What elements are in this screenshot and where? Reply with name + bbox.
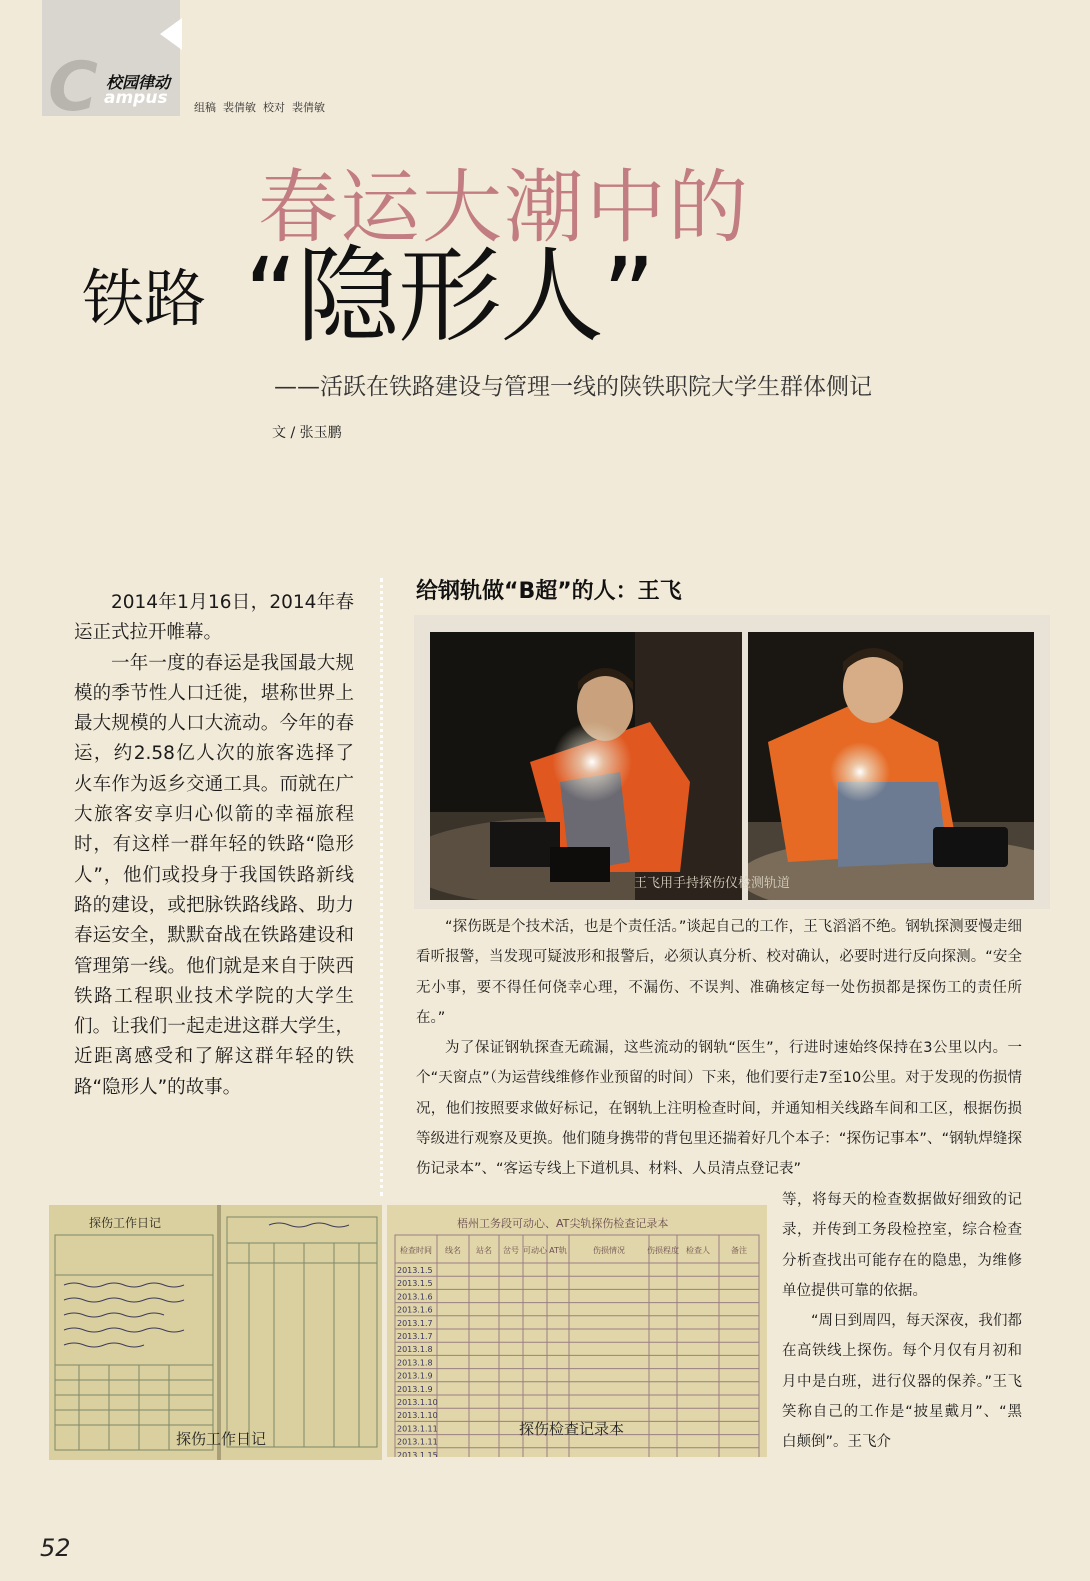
record-header-cell: 站名 <box>476 1246 492 1255</box>
photo-inspector-left <box>430 632 742 900</box>
record-date-cell: 2013.1.7 <box>397 1318 433 1328</box>
body-paragraph: 为了保证钢轨探查无疏漏，这些流动的钢轨“医生”，行进时速始终保持在3公里以内。一个“天窗点”（为运营线维修作业预留的时间）下来，他们要行走7至10公里。对于发现的伤损情况，他们按照要求做好标记，在钢轨上注明检查时间，并通知相关线路车间和工区，根据伤损等级进行观察及更换。他们随身携带的背包里还揣着好几个本子：“探伤记事本”、“钢轨焊缝探伤记录本”、“客运专线上下道机具、材料、人员清点登记表” <box>416 1040 1022 1178</box>
photo-work-diary <box>49 1205 382 1460</box>
title-prefix: 铁路 <box>82 262 207 335</box>
record-date-cell: 2013.1.5 <box>397 1279 433 1289</box>
photo-inspector-right <box>748 632 1034 900</box>
record-header-cell: 可动心 <box>523 1246 547 1255</box>
column-divider <box>380 578 383 1196</box>
logo-letter: C <box>48 48 98 127</box>
record-header-cell: 岔号 <box>503 1246 519 1255</box>
body-paragraph: 等，将每天的检查数据做好细致的记录，并传到工务段检控室，综合检查分析查找出可能存在的隐患，为维修单位提供可靠的依据。 <box>782 1192 1022 1299</box>
column-name: 校园律动 <box>106 73 171 92</box>
section-heading: 给钢轨做“B超”的人：王飞 <box>416 579 682 604</box>
record-date-cell: 2013.1.5 <box>397 1266 433 1275</box>
body-paragraph: “探伤既是个技术活，也是个责任活。”谈起自己的工作，王飞滔滔不绝。钢轨探测要慢走细看听报警，当发现可疑波形和报警后，必须认真分析、校对确认，必要时进行反向探测。“安全无小事，要不得任何侥幸心理，不漏伤、不误判、准确核定每一处伤损都是探伤工的责任所在。” <box>416 919 1022 1026</box>
record-header-cell: AT轨 <box>549 1246 567 1255</box>
title-main: “隐形人” <box>244 235 654 357</box>
record-header-cell: 伤损程度 <box>647 1246 679 1255</box>
article-body-top <box>416 912 1022 1185</box>
record-header-cell: 备注 <box>731 1246 747 1255</box>
record-date-cell: 2013.1.9 <box>397 1371 433 1381</box>
record-date-cell: 2013.1.7 <box>397 1332 433 1341</box>
record-header-cell: 检查人 <box>686 1246 710 1255</box>
record-header-cell: 伤损情况 <box>593 1246 625 1255</box>
diary-title: 探伤工作日记 <box>89 1216 162 1230</box>
record-header-cell: 检查时间 <box>400 1246 432 1255</box>
body-paragraph: “周日到周四，每天深夜，我们都在高铁线上探伤。每个月仅有月初和月中是白班，进行仪器的保养。”王飞笑称自己的工作是“披星戴月”、“黑白颠倒”。王飞介 <box>782 1313 1022 1451</box>
intro-paragraph: 2014年1月16日，2014年春运正式拉开帷幕。 <box>74 592 354 644</box>
record-date-cell: 2013.1.10 <box>397 1398 438 1407</box>
subtitle: ——活跃在铁路建设与管理一线的陕铁职院大学生群体侧记 <box>274 374 872 400</box>
record-date-cell: 2013.1.15 <box>397 1450 438 1457</box>
record-date-cell: 2013.1.8 <box>397 1358 433 1368</box>
page-number: 52 <box>40 1534 71 1562</box>
record-date-cell: 2013.1.6 <box>397 1292 433 1302</box>
record-date-cell: 2013.1.6 <box>397 1305 433 1315</box>
record-date-cell: 2013.1.10 <box>397 1411 438 1421</box>
record-date-cell: 2013.1.11 <box>397 1424 438 1434</box>
intro-column <box>74 588 354 1103</box>
photo-caption: 王飞用手持探伤仪检测轨道 <box>634 876 791 891</box>
record-book-title: 梧州工务段可动心、AT尖轨探伤检查记录本 <box>457 1217 669 1230</box>
author: 文 / 张玉鹏 <box>272 425 342 441</box>
article-body-bottom <box>782 1185 1022 1458</box>
record-header-cell: 线名 <box>445 1246 461 1255</box>
title-line-1: 春运大潮中的 <box>258 161 750 254</box>
photo-caption-record-book: 探伤检查记录本 <box>519 1420 625 1438</box>
record-date-cell: 2013.1.9 <box>397 1384 433 1394</box>
column-name-en: ampus <box>104 88 168 108</box>
editor-credits: 组稿 裴倩敏 校对 裴倩敏 <box>194 101 325 114</box>
logo-triangle-icon <box>160 18 182 50</box>
record-date-cell: 2013.1.11 <box>397 1437 438 1447</box>
photo-caption-diary: 探伤工作日记 <box>176 1430 267 1448</box>
record-date-cell: 2013.1.8 <box>397 1345 433 1355</box>
intro-paragraph: 一年一度的春运是我国最大规模的季节性人口迁徙，堪称世界上最大规模的人口大流动。今年的春运，约2.58亿人次的旅客选择了火车作为返乡交通工具。而就在广大旅客安享归心似箭的幸福旅程时，有这样一群年轻的铁路“隐形人”，他们或投身于我国铁路新线路的建设，或把脉铁路线路、助力春运安全，默默奋战在铁路建设和管理第一线。他们就是来自于陕西铁路工程职业技术学院的大学生们。让我们一起走进这群大学生，近距离感受和了解这群年轻的铁路“隐形人”的故事。 <box>74 652 354 1098</box>
